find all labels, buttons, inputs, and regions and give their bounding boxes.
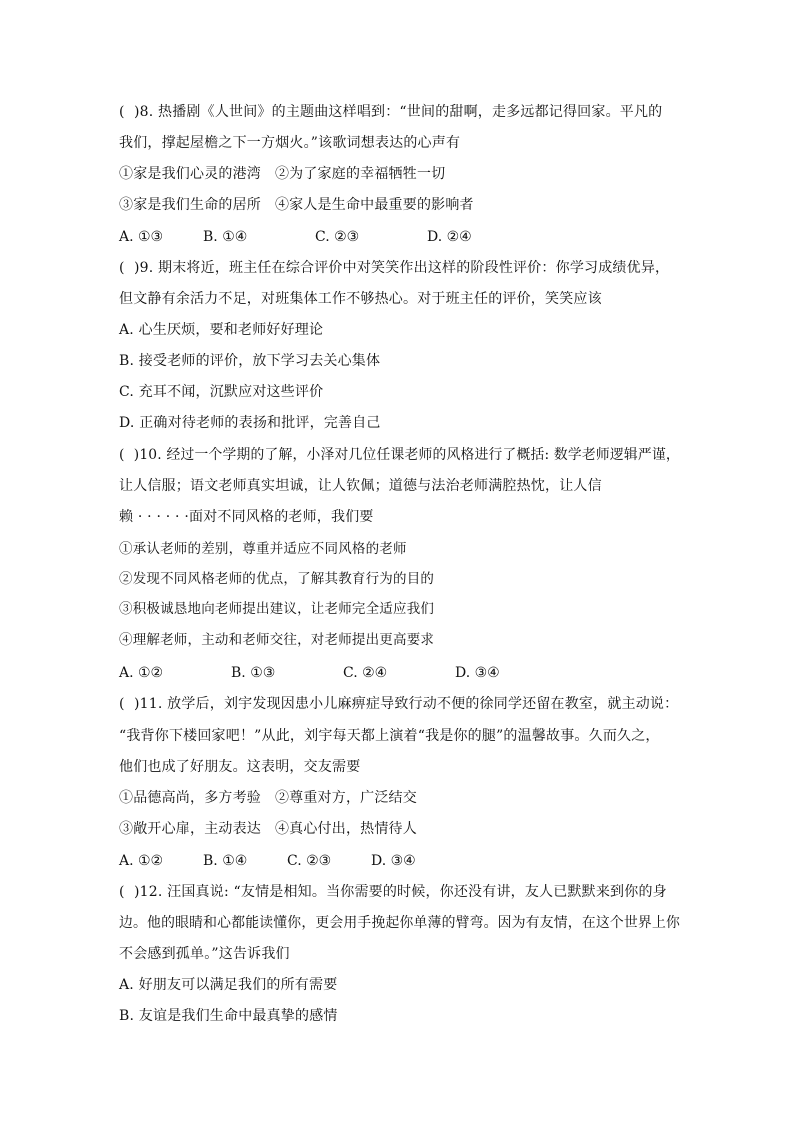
q10-option-a: A. ①② bbox=[119, 665, 164, 681]
q8-stem-line1: ( )8. 热播剧《人世间》的主题曲这样唱到：“世间的甜啊，走多远都记得回家。平凡的 bbox=[119, 104, 663, 120]
q9-option-a: A. 心生厌烦，要和老师好好理论 bbox=[119, 322, 324, 338]
q10-statement-2: ②发现不同风格老师的优点，了解其教育行为的目的 bbox=[119, 571, 435, 587]
q9-option-b: B. 接受老师的评价，放下学习去关心集体 bbox=[119, 353, 381, 369]
q8-option-b: B. ①④ bbox=[203, 229, 248, 245]
q11-stem-line3: 他们也成了好朋友。这表明，交友需要 bbox=[119, 759, 361, 775]
q10-statement-3: ③积极诚恳地向老师提出建议，让老师完全适应我们 bbox=[119, 601, 435, 617]
q8-statement-3-4: ③家是我们生命的居所 ④家人是生命中最重要的影响者 bbox=[119, 197, 474, 213]
q11-option-c: C. ②③ bbox=[287, 853, 332, 869]
q11-statement-1-2: ①品德高尚，多方考验 ②尊重对方，广泛结交 bbox=[119, 790, 417, 806]
q12-option-b: B. 友谊是我们生命中最真挚的感情 bbox=[119, 1008, 338, 1024]
q10-stem-line2: 让人信服；语文老师真实坦诚，让人钦佩；道德与法治老师满腔热忱，让人信 bbox=[119, 478, 602, 494]
q10-statement-4: ④理解老师，主动和老师交往，对老师提出更高要求 bbox=[119, 632, 435, 648]
q9-option-d: D. 正确对待老师的表扬和批评，完善自己 bbox=[119, 415, 381, 431]
q8-option-c: C. ②③ bbox=[315, 229, 360, 245]
q10-stem-line3: 赖 · · · · · ·面对不同风格的老师，我们要 bbox=[119, 509, 374, 525]
q8-stem-line2: 我们，撑起屋檐之下一方烟火。”该歌词想表达的心声有 bbox=[119, 135, 461, 151]
q12-stem-line1: ( )12. 汪国真说: “友情是相知。当你需要的时候，你还没有讲，友人已默默来到你的身 bbox=[119, 884, 667, 900]
q10-option-c: C. ②④ bbox=[343, 665, 388, 681]
q10-option-d: D. ③④ bbox=[455, 665, 500, 681]
q10-statement-1: ①承认老师的差别，尊重并适应不同风格的老师 bbox=[119, 541, 407, 557]
q8-statement-1-2: ①家是我们心灵的港湾 ②为了家庭的幸福牺牲一切 bbox=[119, 166, 446, 182]
q9-option-c: C. 充耳不闻，沉默应对这些评价 bbox=[119, 384, 324, 400]
q12-option-a: A. 好朋友可以满足我们的所有需要 bbox=[119, 977, 338, 993]
q10-option-b: B. ①③ bbox=[231, 665, 276, 681]
q10-stem-line1: ( )10. 经过一个学期的了解，小泽对几位任课老师的风格进行了概括: 数学老师逻辑严谨， bbox=[119, 447, 680, 463]
q11-stem-line1: ( )11. 放学后，刘宇发现因患小儿麻痹症导致行动不便的徐同学还留在教室，就主动说： bbox=[119, 696, 679, 712]
q12-stem-line2: 边。他的眼睛和心都能读懂你，更会用手挽起你单薄的臂弯。因为有友情，在这个世界上你 bbox=[119, 915, 681, 931]
q9-stem-line1: ( )9. 期末将近，班主任在综合评价中对笑笑作出这样的阶段性评价：你学习成绩优异， bbox=[119, 260, 670, 276]
q8-option-d: D. ②④ bbox=[427, 229, 472, 245]
q11-stem-line2: “我背你下楼回家吧！”从此，刘宇每天都上演着“我是你的腿”的温馨故事。久而久之， bbox=[119, 728, 660, 744]
q11-option-b: B. ①④ bbox=[203, 853, 248, 869]
q9-stem-line2: 但文静有余活力不足，对班集体工作不够热心。对于班主任的评价，笑笑应该 bbox=[119, 291, 602, 307]
q11-statement-3-4: ③敞开心扉，主动表达 ④真心付出，热情待人 bbox=[119, 821, 417, 837]
q11-option-a: A. ①② bbox=[119, 853, 164, 869]
q8-option-a: A. ①③ bbox=[119, 229, 164, 245]
q11-option-d: D. ③④ bbox=[371, 853, 416, 869]
q12-stem-line3: 不会感到孤单。”这告诉我们 bbox=[119, 946, 290, 962]
